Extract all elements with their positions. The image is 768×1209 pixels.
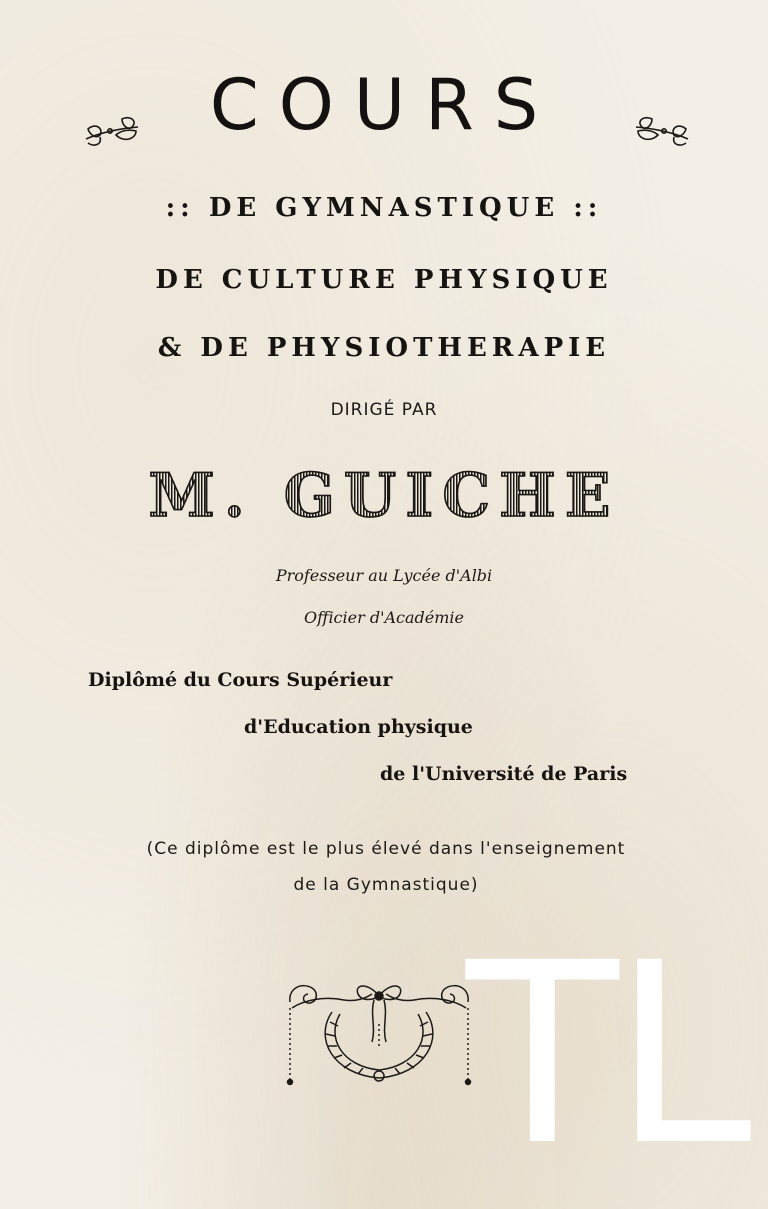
leaf-sprig-icon [632, 113, 692, 149]
diploma-line-1: Diplômé du Cours Supérieur [88, 669, 393, 691]
diploma-line-3: de l'Université de Paris [380, 763, 628, 785]
note-line-1: (Ce diplôme est le plus élevé dans l'enseignement [146, 839, 626, 859]
note-line-2: de la Gymnastique) [293, 875, 479, 895]
diploma-line-2: d'Education physique [244, 716, 473, 738]
subtitle-gymnastique: :: DE GYMNASTIQUE :: [165, 193, 603, 223]
subtitle-culture-physique: DE CULTURE PHYSIQUE [155, 265, 613, 295]
role-officier: Officier d'Académie [303, 608, 464, 627]
laurel-wreath-ribbon-icon [284, 978, 474, 1090]
subtitle-physiotherapie: & DE PHYSIOTHERAPIE [157, 333, 611, 363]
role-professeur: Professeur au Lycée d'Albi [275, 566, 493, 585]
page-title: COURS [209, 64, 559, 146]
directed-by-label: DIRIGÉ PAR [330, 400, 438, 420]
director-name: M. GUICHE [0, 458, 768, 534]
leaf-sprig-icon [82, 113, 142, 149]
watermark-tl: TL [466, 909, 746, 1200]
